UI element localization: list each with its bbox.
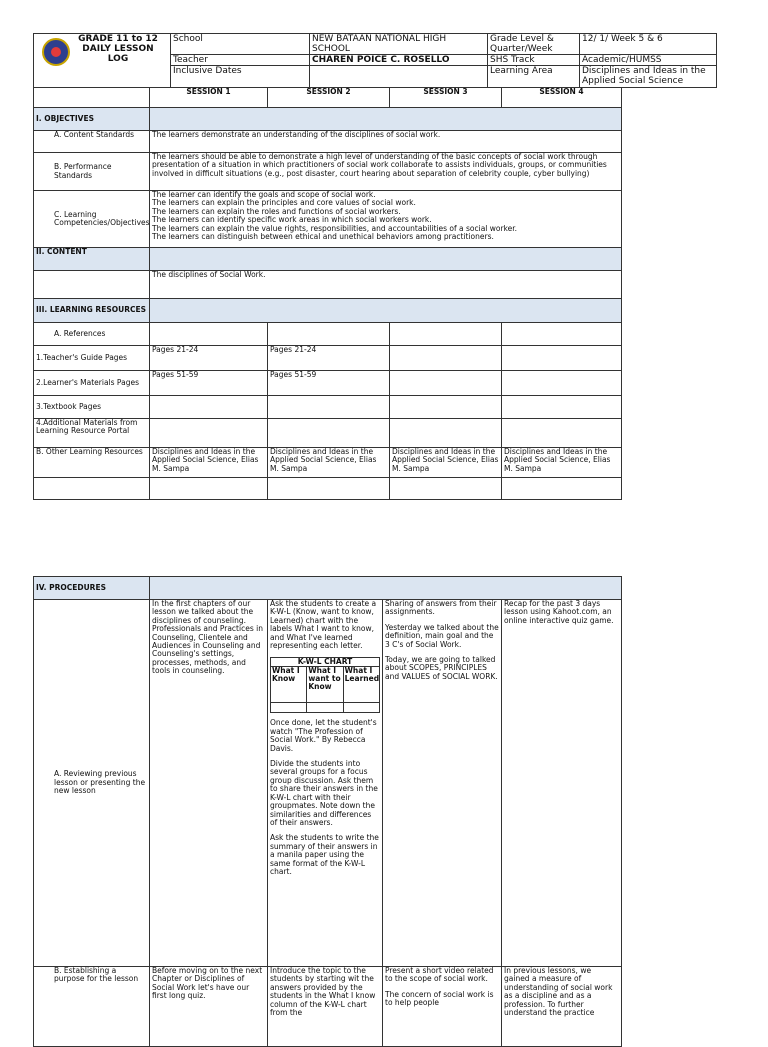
track-value: Academic/HUMSS	[580, 55, 717, 66]
title-line2: DAILY LESSON	[82, 44, 154, 54]
title-cell	[34, 34, 171, 88]
tg-label: 1.Teacher's Guide Pages	[34, 346, 150, 371]
lm-s3	[390, 371, 502, 396]
tg-s1: Pages 21-24	[150, 346, 268, 371]
teacher-label: Teacher	[171, 55, 310, 66]
procedure-a-s2-video: Once done, let the student's watch "The Profession of Social Work." By Rebecca Davis.	[270, 718, 377, 753]
other-s2: Disciplines and Ideas in the Applied Social Science, Elias M. Sampa	[268, 448, 390, 478]
lm-s2: Pages 51-59	[268, 371, 390, 396]
procedure-a-s1: In the first chapters of our lesson we talked about the disciplines of counseling. Professionals and Practices in Counseling, Clientele and Audiences in Counseling and Counseling's settings, processes, methods, and tools in counseling.	[150, 600, 268, 967]
procedure-b-s1: Before moving on to the next Chapter or Disciplines of Social Work let's have our first long quiz.	[150, 967, 268, 1047]
area-value: Disciplines and Ideas in the Applied Social Science	[580, 66, 717, 88]
procedures-heading: IV. PROCEDURES	[34, 577, 150, 600]
procedure-a-label: A. Reviewing previous lesson or presenting the new lesson	[34, 600, 150, 967]
procedure-a-s3-sharing: Sharing of answers from their assignments.	[385, 599, 497, 617]
lm-label: 2.Learner's Materials Pages	[34, 371, 150, 396]
competencies-label: C. Learning Competencies/Objectives	[34, 191, 150, 248]
resources-heading: III. LEARNING RESOURCES	[34, 299, 150, 323]
procedure-a-s2-summary: Ask the students to write the summary of their answers in a manila paper using the same format of the K-W-L chart.	[270, 833, 379, 876]
kwl-col-want: What I want to Know	[307, 667, 343, 703]
procedure-a-s4: Recap for the past 3 days lesson using Kahoot.com, an online interactive quiz game.	[502, 600, 622, 967]
dll-table-top	[33, 87, 622, 500]
procedure-a-s3-recap: Yesterday we talked about the definition, main goal and the 3 C's of Social Work.	[385, 622, 499, 649]
session-2-header: SESSION 2	[268, 88, 390, 108]
additional-label: 4.Additional Materials from Learning Resource Portal	[34, 419, 150, 448]
competency-item: The learners can distinguish between ethical and unethical behaviors among practitioners.	[152, 232, 494, 242]
teacher-value: CHAREN POICE C. ROSELLO	[310, 55, 488, 66]
kwl-title: K-W-L CHART	[271, 658, 380, 667]
textbook-label: 3.Textbook Pages	[34, 396, 150, 419]
header-table	[33, 33, 717, 88]
tg-s4	[502, 346, 622, 371]
title-line3: LOG	[107, 54, 129, 64]
kwl-col-know: What I Know	[271, 667, 307, 703]
performance-value: The learners should be able to demonstrate a high level of understanding of the basic concepts of social work through presentation of a situation in which practitioners of social work collaborate to assists individuals, groups, or communities involved in difficult situations (e.g., post disaster, court hearing about separation of celebrity couple, cyber bullying)	[150, 153, 622, 191]
grade-label: Grade Level & Quarter/Week	[488, 34, 580, 55]
procedure-a-s2-groups: Divide the students into several groups for a focus group discussion. Ask them to share their answers in the K-W-L chart with their groupmates. Note down the similarities and differences of their answers.	[270, 759, 378, 827]
track-label: SHS Track	[488, 55, 580, 66]
lm-s1: Pages 51-59	[150, 371, 268, 396]
deped-seal-icon	[42, 38, 70, 66]
session-3-header: SESSION 3	[390, 88, 502, 108]
procedure-a-s2-intro: Ask the students to create a K-W-L (Know, want to know, Learned) chart with the labels What I want to know, and What I've learned representing each letter.	[270, 599, 377, 651]
dates-label: Inclusive Dates	[171, 66, 310, 88]
competency-item: The learners can explain the principles and core values of social work.	[152, 198, 416, 208]
session-1-header: SESSION 1	[150, 88, 268, 108]
procedure-b-s3	[383, 967, 502, 1047]
tg-s3	[390, 346, 502, 371]
session-4-header: SESSION 4	[502, 88, 622, 108]
procedure-b-s2: Introduce the topic to the students by starting wit the answers provided by the students in the What I know column of the K-W-L chart from the	[268, 967, 383, 1047]
grade-value: 12/ 1/ Week 5 & 6	[580, 34, 717, 55]
content-standards-value: The learners demonstrate an understanding of the disciplines of social work.	[150, 131, 622, 153]
title-line1: GRADE 11 to 12	[78, 34, 158, 44]
procedure-a-s2	[268, 600, 383, 967]
content-heading: II. CONTENT	[34, 248, 150, 271]
content-standards-label: A. Content Standards	[34, 131, 150, 153]
procedure-a-s3-today: Today, we are going to talked about SCOPES, PRINCIPLES and VALUES of SOCIAL WORK.	[385, 655, 498, 681]
content-value: The disciplines of Social Work.	[150, 271, 622, 299]
area-label: Learning Area	[488, 66, 580, 88]
school-label: School	[171, 34, 310, 55]
competency-item: The learner can identify the goals and scope of social work.	[152, 190, 376, 199]
procedure-a-s3	[383, 600, 502, 967]
dll-table-procedures	[33, 576, 622, 1047]
competency-item: The learners can explain the value rights, responsibilities, and accountabilities of a social worker.	[152, 223, 518, 233]
competencies-value	[150, 191, 622, 248]
dates-value	[310, 66, 488, 88]
objectives-heading: I. OBJECTIVES	[34, 108, 150, 131]
other-s4: Disciplines and Ideas in the Applied Social Science, Elias M. Sampa	[502, 448, 622, 478]
competency-item: The learners can identify specific work areas in which social workers work.	[152, 215, 432, 225]
school-value: NEW BATAAN NATIONAL HIGH SCHOOL	[310, 34, 488, 55]
session-header-row	[34, 88, 622, 108]
tg-s2: Pages 21-24	[268, 346, 390, 371]
performance-label: B. Performance Standards	[34, 153, 150, 191]
competency-item: The learners can explain the roles and functions of social workers.	[152, 206, 401, 216]
other-label: B. Other Learning Resources	[34, 448, 150, 478]
procedure-b-label: B. Establishing a purpose for the lesson	[34, 967, 150, 1047]
procedure-b-s4: In previous lessons, we gained a measure of understanding of social work as a discipline and as a profession. To further understand the practice	[502, 967, 622, 1047]
lm-s4	[502, 371, 622, 396]
other-s1: Disciplines and Ideas in the Applied Social Science, Elias M. Sampa	[150, 448, 268, 478]
procedure-b-s3-concern: The concern of social work is to help people	[385, 989, 494, 1008]
kwl-chart	[270, 657, 380, 713]
references-label: A. References	[34, 323, 150, 346]
other-s3: Disciplines and Ideas in the Applied Social Science, Elias M. Sampa	[390, 448, 502, 478]
kwl-col-learned: What I Learned	[343, 667, 379, 703]
procedure-b-s3-video: Present a short video related to the scope of social work.	[385, 966, 494, 984]
